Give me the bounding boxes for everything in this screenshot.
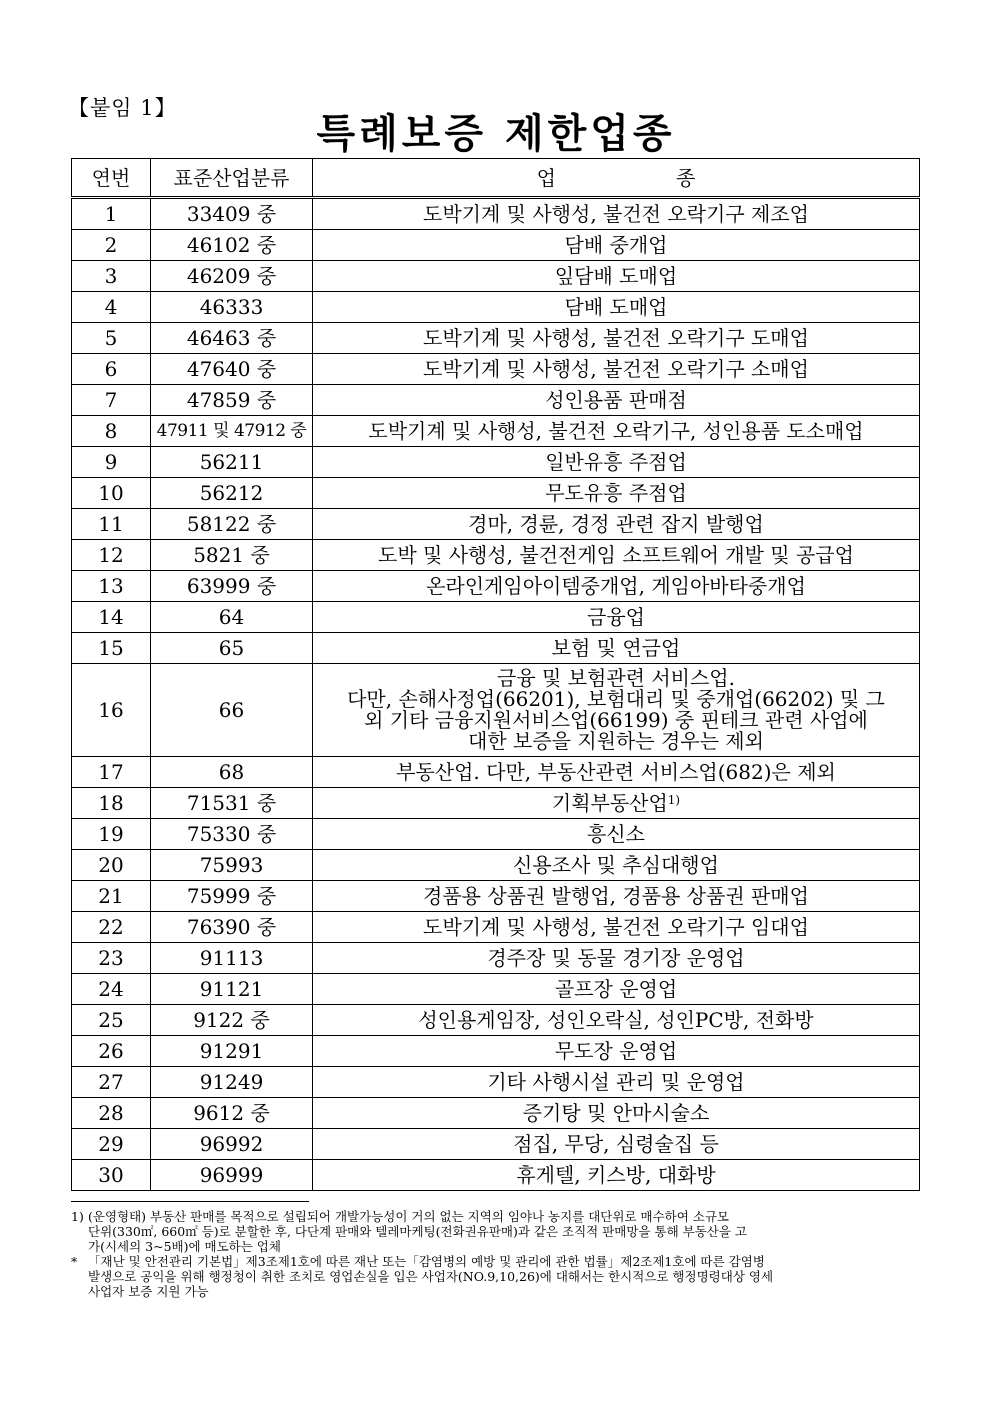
industry-description <box>313 819 920 850</box>
row-number: 4 <box>72 292 151 323</box>
industry-code: 46463 중 <box>151 323 313 354</box>
restricted-industries-table <box>71 158 920 1191</box>
header-code: 표준산업분류 <box>151 159 313 198</box>
table-row <box>72 819 920 850</box>
industry-code: 47859 중 <box>151 385 313 416</box>
table-row <box>72 1036 920 1067</box>
description-line: 골프장 운영업 <box>554 977 678 1001</box>
industry-description <box>313 1129 920 1160</box>
description-line: 도박기계 및 사행성, 불건전 오락기구 소매업 <box>423 357 809 381</box>
table-row <box>72 323 920 354</box>
industry-code: 5821 중 <box>151 540 313 571</box>
industry-description <box>313 540 920 571</box>
row-number: 9 <box>72 447 151 478</box>
description-line: 잎담배 도매업 <box>554 264 678 288</box>
table-row <box>72 1067 920 1098</box>
industry-code: 9612 중 <box>151 1098 313 1129</box>
industry-description <box>313 912 920 943</box>
description-line: 흥신소 <box>587 822 645 846</box>
table-row <box>72 1129 920 1160</box>
table-row <box>72 757 920 788</box>
footnote-text-line: 단위(330㎡, 660㎡ 등)로 분할한 후, 다단계 판매와 텔레마케팅(전화권유판매)과 같은 조직적 판매망을 통해 부동산을 고 <box>88 1224 747 1239</box>
industry-code: 68 <box>151 757 313 788</box>
table-row <box>72 292 920 323</box>
industry-code: 71531 중 <box>151 788 313 819</box>
row-number: 21 <box>72 881 151 912</box>
row-number: 17 <box>72 757 151 788</box>
attachment-label: 【붙임 1】 <box>68 96 177 120</box>
industry-code: 33409 중 <box>151 198 313 230</box>
industry-description <box>313 602 920 633</box>
description-line: 신용조사 및 추심대행업 <box>513 853 719 877</box>
description-line: 도박기계 및 사행성, 불건전 오락기구, 성인용품 도소매업 <box>368 419 864 443</box>
industry-description <box>313 1005 920 1036</box>
header-industry <box>313 159 920 198</box>
description-line: 성인용게임장, 성인오락실, 성인PC방, 전화방 <box>418 1008 814 1032</box>
industry-description <box>313 850 920 881</box>
industry-code: 75993 <box>151 850 313 881</box>
industry-description <box>313 974 920 1005</box>
table-row <box>72 881 920 912</box>
description-line: 무도유흥 주점업 <box>545 481 687 505</box>
industry-code: 91249 <box>151 1067 313 1098</box>
table-row <box>72 198 920 230</box>
industry-description <box>313 881 920 912</box>
description-line: 대한 보증을 지원하는 경우는 제외 <box>468 729 764 753</box>
table-row <box>72 261 920 292</box>
table-row <box>72 416 920 447</box>
row-number: 12 <box>72 540 151 571</box>
description-text: 기획부동산업 <box>551 791 668 815</box>
table-row <box>72 540 920 571</box>
footnote-text-line: (운영형태) 부동산 판매를 목적으로 설립되어 개발가능성이 거의 없는 지역의 임야나 농지를 대단위로 매수하여 소규모 <box>88 1209 730 1224</box>
industry-code: 63999 중 <box>151 571 313 602</box>
row-number: 29 <box>72 1129 151 1160</box>
row-number: 26 <box>72 1036 151 1067</box>
industry-description <box>313 571 920 602</box>
description-line: 담배 도매업 <box>564 295 668 319</box>
industry-code: 66 <box>151 664 313 757</box>
industry-code: 91291 <box>151 1036 313 1067</box>
description-line: 경품용 상품권 발행업, 경품용 상품권 판매업 <box>423 884 809 908</box>
row-number: 15 <box>72 633 151 664</box>
table-header-row <box>72 159 920 198</box>
description-line: 도박기계 및 사행성, 불건전 오락기구 임대업 <box>423 915 809 939</box>
industry-code: 76390 중 <box>151 912 313 943</box>
table-row <box>72 1098 920 1129</box>
table-row <box>72 943 920 974</box>
description-line <box>313 792 919 814</box>
row-number: 2 <box>72 230 151 261</box>
industry-description <box>313 416 920 447</box>
row-number: 24 <box>72 974 151 1005</box>
row-number: 18 <box>72 788 151 819</box>
industry-code: 64 <box>151 602 313 633</box>
page-title: 특례보증 제한업종 <box>316 110 676 157</box>
table-row <box>72 385 920 416</box>
row-number: 5 <box>72 323 151 354</box>
table-row <box>72 478 920 509</box>
industry-description <box>313 788 920 819</box>
table-body <box>72 198 920 1191</box>
footnote-text-line: 「재난 및 안전관리 기본법」제3조제1호에 따른 재난 또는「감염병의 예방 및 관리에 관한 법률」제2조제1호에 따른 감염병 <box>88 1254 765 1269</box>
industry-code: 96992 <box>151 1129 313 1160</box>
table-row <box>72 354 920 385</box>
industry-description <box>313 478 920 509</box>
footnote-marker: 1) <box>71 1209 84 1224</box>
description-line: 부동산업. 다만, 부동산관련 서비스업(682)은 제외 <box>396 760 836 784</box>
table-row <box>72 230 920 261</box>
row-number: 13 <box>72 571 151 602</box>
industry-code: 56212 <box>151 478 313 509</box>
row-number: 14 <box>72 602 151 633</box>
industry-description <box>313 1036 920 1067</box>
table-row <box>72 633 920 664</box>
description-line: 일반유흥 주점업 <box>545 450 687 474</box>
table-row <box>72 1005 920 1036</box>
row-number: 3 <box>72 261 151 292</box>
row-number: 23 <box>72 943 151 974</box>
industry-code: 75999 중 <box>151 881 313 912</box>
table-row <box>72 912 920 943</box>
row-number: 10 <box>72 478 151 509</box>
description-line: 도박기계 및 사행성, 불건전 오락기구 도매업 <box>423 326 809 350</box>
industry-description <box>313 323 920 354</box>
table-row <box>72 850 920 881</box>
table-row <box>72 788 920 819</box>
description-line: 온라인게임아이템중개업, 게임아바타중개업 <box>426 574 806 598</box>
industry-code: 47640 중 <box>151 354 313 385</box>
table-row <box>72 571 920 602</box>
description-line: 증기탕 및 안마시술소 <box>522 1101 710 1125</box>
industry-code: 65 <box>151 633 313 664</box>
row-number: 7 <box>72 385 151 416</box>
row-number: 20 <box>72 850 151 881</box>
row-number: 6 <box>72 354 151 385</box>
industry-code: 47911 및 47912 중 <box>151 416 313 447</box>
footnotes <box>71 1209 921 1299</box>
industry-code: 56211 <box>151 447 313 478</box>
header-no: 연번 <box>72 159 151 198</box>
footnote <box>71 1254 921 1299</box>
footnote-marker: * <box>71 1254 78 1269</box>
industry-description <box>313 292 920 323</box>
footnote-reference: 1) <box>667 793 681 807</box>
industry-description <box>313 943 920 974</box>
industry-description <box>313 230 920 261</box>
row-number: 16 <box>72 664 151 757</box>
row-number: 28 <box>72 1098 151 1129</box>
industry-code: 91121 <box>151 974 313 1005</box>
table-row <box>72 664 920 757</box>
description-line: 무도장 운영업 <box>554 1039 678 1063</box>
description-line: 도박 및 사행성, 불건전게임 소프트웨어 개발 및 공급업 <box>378 543 854 567</box>
industry-code: 75330 중 <box>151 819 313 850</box>
footnote <box>71 1209 921 1254</box>
row-number: 1 <box>72 198 151 230</box>
footnote-text-line: 사업자 보증 지원 가능 <box>88 1284 209 1299</box>
table-row <box>72 1160 920 1191</box>
industry-code: 58122 중 <box>151 509 313 540</box>
industry-description <box>313 1067 920 1098</box>
industry-description <box>313 1098 920 1129</box>
industry-code: 91113 <box>151 943 313 974</box>
description-line: 휴게텔, 키스방, 대화방 <box>516 1163 716 1187</box>
table-row <box>72 447 920 478</box>
description-line: 보험 및 연금업 <box>551 636 681 660</box>
industry-description <box>313 261 920 292</box>
industry-description <box>313 354 920 385</box>
description-line: 경마, 경륜, 경정 관련 잡지 발행업 <box>468 512 764 536</box>
description-line: 금융 및 보험관련 서비스업. <box>497 666 735 690</box>
industry-description <box>313 385 920 416</box>
industry-description <box>313 633 920 664</box>
industry-code: 96999 <box>151 1160 313 1191</box>
row-number: 30 <box>72 1160 151 1191</box>
description-line: 담배 중개업 <box>564 233 668 257</box>
industry-description <box>313 664 920 757</box>
description-line: 점집, 무당, 심령술집 등 <box>513 1132 719 1156</box>
industry-description <box>313 198 920 230</box>
header-industry-label: 업종 <box>536 165 816 190</box>
description-line: 금융업 <box>587 605 645 629</box>
description-line: 다만, 손해사정업(66201), 보험대리 및 중개업(66202) 및 그 <box>347 687 885 711</box>
description-line: 성인용품 판매점 <box>545 388 687 412</box>
table-row <box>72 974 920 1005</box>
description-line: 외 기타 금융지원서비스업(66199) 중 핀테크 관련 사업에 <box>364 708 868 732</box>
industry-code: 46333 <box>151 292 313 323</box>
industry-code: 46209 중 <box>151 261 313 292</box>
description-line: 기타 사행시설 관리 및 운영업 <box>487 1070 745 1094</box>
footnote-text-line: 가(시세의 3~5배)에 매도하는 업체 <box>88 1239 281 1254</box>
description-line: 도박기계 및 사행성, 불건전 오락기구 제조업 <box>423 202 809 226</box>
row-number: 19 <box>72 819 151 850</box>
industry-code: 9122 중 <box>151 1005 313 1036</box>
row-number: 8 <box>72 416 151 447</box>
description-line: 경주장 및 동물 경기장 운영업 <box>487 946 745 970</box>
row-number: 27 <box>72 1067 151 1098</box>
industry-description <box>313 509 920 540</box>
footnote-divider <box>71 1201 309 1202</box>
footnote-text-line: 발생으로 공익을 위해 행정청이 취한 조치로 영업손실을 입은 사업자(NO.9,10,26)에 대해서는 한시적으로 행정명령대상 영세 <box>88 1269 774 1284</box>
industry-description <box>313 447 920 478</box>
table-row <box>72 509 920 540</box>
industry-description <box>313 757 920 788</box>
row-number: 22 <box>72 912 151 943</box>
row-number: 25 <box>72 1005 151 1036</box>
industry-code: 46102 중 <box>151 230 313 261</box>
row-number: 11 <box>72 509 151 540</box>
industry-description <box>313 1160 920 1191</box>
table-row <box>72 602 920 633</box>
